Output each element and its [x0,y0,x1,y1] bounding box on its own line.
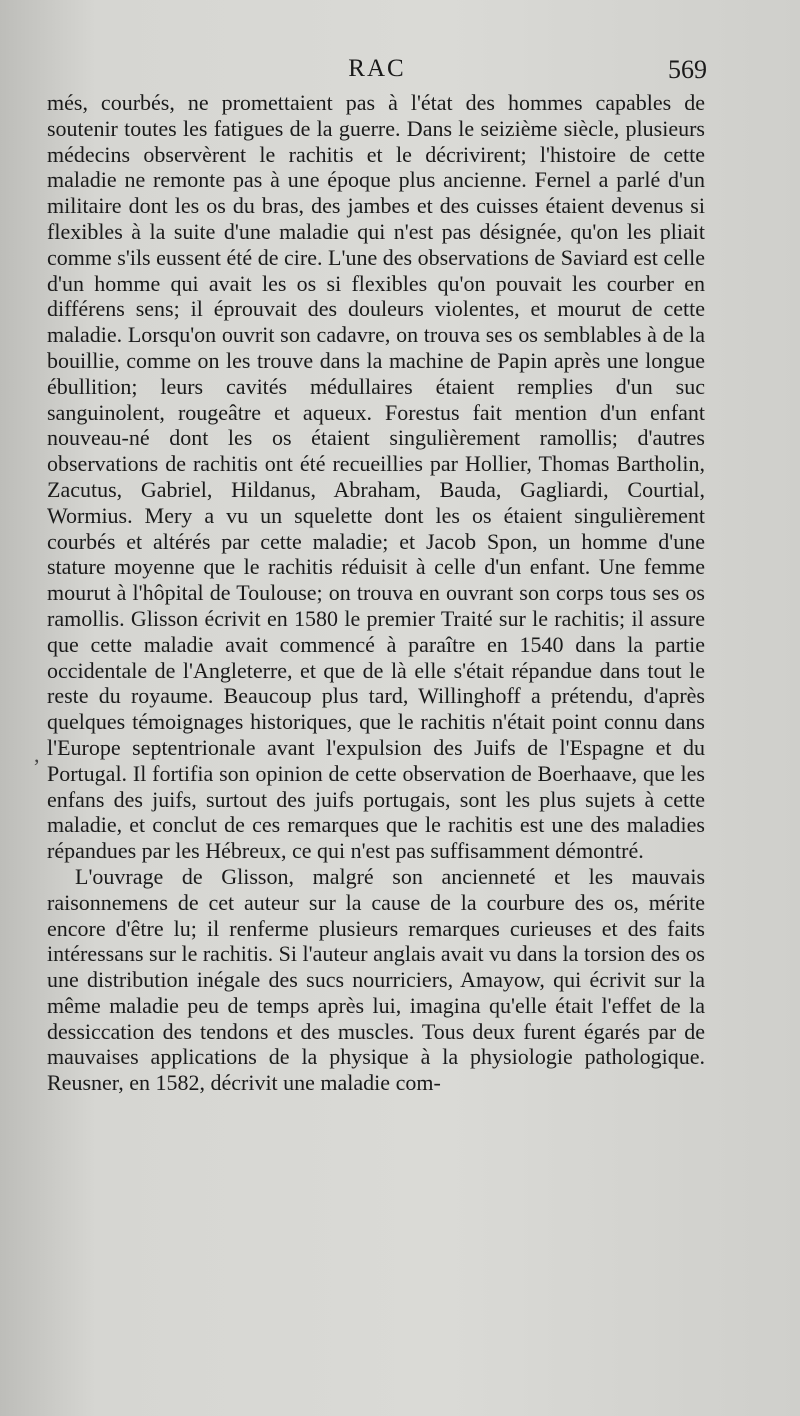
paragraph-1: més, courbés, ne promettaient pas à l'état des hommes capables de soutenir toutes les fatigues de la guerre. Dans le seizième siècle, plusieurs médecins observèrent le rachitis et le décrivirent; l'histoire de cette maladie ne remonte pas à une époque plus ancienne. Fernel a parlé d'un militaire dont les os du bras, des jambes et des cuisses étaient devenus si flexibles à la suite d'une maladie qui n'est pas désignée, qu'on les pliait comme s'ils eussent été de cire. L'une des observations de Saviard est celle d'un homme qui avait les os si flexibles qu'on pouvait les courber en différens sens; il éprouvait des douleurs violentes, et mourut de cette maladie. Lorsqu'on ouvrit son cadavre, on trouva ses os semblables à de la bouillie, comme on les trouve dans la machine de Papin après une longue ébullition; leurs cavités médullaires étaient remplies d'un suc sanguinolent, rougeâtre et aqueux. Forestus fait mention d'un enfant nouveau-né dont les os étaient singulièrement ramollis; d'autres observations de rachitis ont été recueillies par Hollier, Thomas Bartholin, Zacutus, Gabriel, Hildanus, Abraham, Bauda, Gagliardi, Courtial, Wormius. Mery a vu un squelette dont les os étaient singulièrement courbés et altérés par cette maladie; et Jacob Spon, un homme d'une stature moyenne que le rachitis réduisit à celle d'un enfant. Une femme mourut à l'hôpital de Toulouse; on trouva en ouvrant son corps tous ses os ramollis. Glisson écrivit en 1580 le premier Traité sur le rachitis; il assure que cette maladie avait commencé à paraître en 1540 dans la partie occidentale de l'Angleterre, et que de là elle s'était répandue dans tout le reste du royaume. Beaucoup plus tard, Willinghoff a prétendu, d'après quelques témoignages historiques, que le rachitis n'était point connu dans l'Europe septentrionale avant l'expulsion des Juifs de l'Espagne et du Portugal. Il fortifia son opinion de cette observation de Boerhaave, que les enfans des juifs, surtout des juifs portugais, sont les plus sujets à cette maladie, et conclut de ces remarques que le rachitis est une des maladies répandues par les Hébreux, ce qui n'est pas suffisamment démontré. [47,90,705,864]
page-header [47,55,707,91]
running-head: RAC [348,55,406,82]
margin-mark: , [34,742,40,767]
paragraph-2: L'ouvrage de Glisson, malgré son ancienneté et les mauvais raisonnemens de cet auteur sur la cause de la courbure des os, mérite encore d'être lu; il renferme plusieurs remarques curieuses et des faits intéressans sur le rachitis. Si l'auteur anglais avait vu dans la torsion des os une distribution inégale des sucs nourriciers, Amayow, qui écrivit sur la même maladie peu de temps après lui, imagina qu'elle était l'effet de la dessiccation des tendons et des muscles. Tous deux furent égarés par de mauvaises applications de la physique à la physiologie pathologique. Reusner, en 1582, décrivit une maladie com- [47,863,705,1096]
body-text [47,90,705,1096]
page-number: 569 [668,55,707,84]
